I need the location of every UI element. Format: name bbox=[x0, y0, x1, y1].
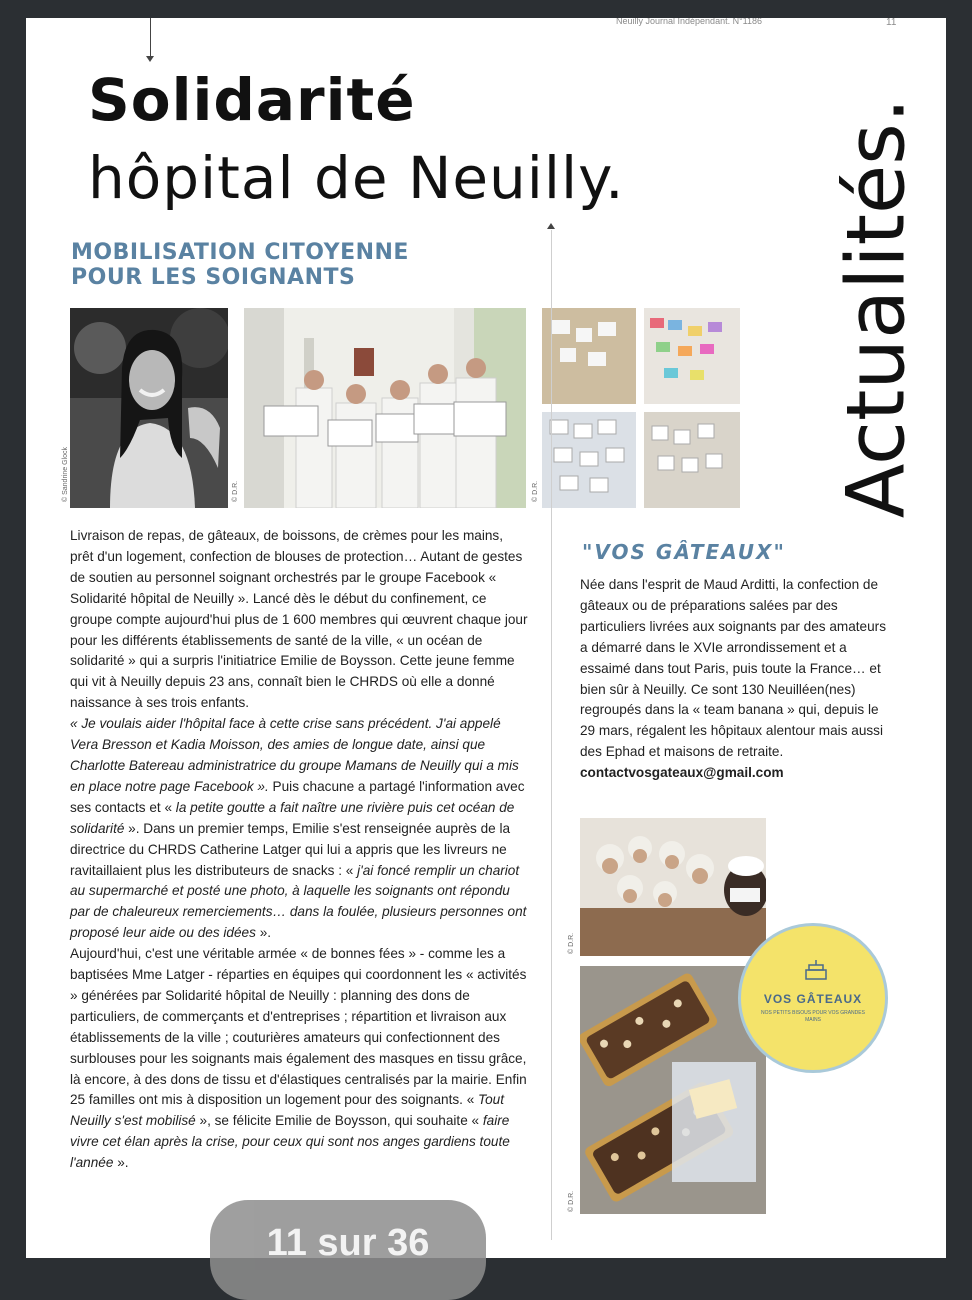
cards-collage bbox=[540, 308, 742, 508]
sidebar-text: Née dans l'esprit de Maud Arditti, la confection de gâteaux ou de préparations salées par des particuliers livrées aux soignants par des amateurs a démarré dans le XVIe arrondissement et a essaimé dans tout Paris, puis toute la France… et bien sûr à Neuilly. Ce sont 130 Neuilléen(nes) regroupés dans la « team banana » qui, depuis le 29 mars, régalent les hôpitaux alentour mais aussi des Ephad et maisons de retraite. bbox=[580, 577, 887, 760]
team-photo bbox=[244, 308, 526, 508]
portrait-photo bbox=[70, 308, 228, 508]
portrait-credit: © Sandrine Glock bbox=[62, 447, 69, 502]
article-paragraph bbox=[70, 526, 528, 714]
running-head: Neuilly Journal Indépendant. N°1186 bbox=[616, 18, 763, 26]
column-divider bbox=[551, 230, 552, 1240]
subtitle-line1: MOBILISATION CITOYENNE bbox=[71, 240, 409, 265]
quote-text: la petite goutte a fait naître une rivière puis cet océan de solidarité bbox=[70, 799, 515, 836]
page-indicator[interactable] bbox=[210, 1200, 486, 1300]
quote-text: j'ai foncé remplir un chariot au supermarché et posté une photo, à laquelle les soignants ont répondu par de chaleureux remerciements… dans la foulée, plusieurs personnes ont proposé leur aide ou des idées bbox=[70, 862, 527, 941]
team-credit: © D.R. bbox=[232, 480, 239, 502]
body-text-run: ». Dans un premier temps, Emilie s'est renseignée auprès de la directrice du CHRDS Catherine Latger qui lui a appris que les livreurs ne ravitaillaient plus les distributeurs de snacks : « bbox=[70, 820, 511, 878]
body-text-run: ». bbox=[255, 925, 272, 941]
cake-icon bbox=[803, 960, 829, 980]
article-title-line1: Solidarité bbox=[88, 66, 416, 134]
subtitle-line2: POUR LES SOIGNANTS bbox=[71, 265, 356, 290]
badge-subtitle: NOS PETITS BISOUS POUR VOS GRANDES MAINS bbox=[761, 1010, 865, 1023]
body-text-run: », se félicite Emilie de Boysson, qui souhaite « bbox=[195, 1113, 483, 1129]
body-text-run: Aujourd'hui, c'est une véritable armée « de bonnes fées » - comme les a baptisées Mme Latger - réparties en équipes qui coordonnent les « activités » générées par Solidarité hôpital de Neuilly : planning des dons de particuliers, de commerçants et d'entreprises ; répartition et livraison aux établissements de la ville ; couturières amateurs qui confectionnent des surblouses pour les soignants mais également des masques en tissu grâce, là encore, à des dons de tissu et d'élastiques centralisés par la mairie. Enfin 25 familles ont mis à disposition un logement pour des soignants. « bbox=[70, 946, 527, 1108]
body-text-run: Puis chacune a partagé l'information avec ses contacts et « bbox=[70, 778, 525, 815]
sidebar-title: "VOS GÂTEAUX" bbox=[582, 540, 786, 564]
sidebar-email[interactable]: contactvosgateaux@gmail.com bbox=[580, 765, 784, 781]
article-subtitle bbox=[71, 240, 409, 290]
arrow-down-icon bbox=[146, 56, 154, 62]
article-paragraph bbox=[70, 944, 528, 1174]
article-body bbox=[70, 526, 528, 1174]
page-indicator-text: 11 sur 36 bbox=[266, 1222, 430, 1264]
arrow-up-icon bbox=[547, 223, 555, 229]
cards-credit: © D.R. bbox=[532, 480, 539, 502]
article-title-line2: hôpital de Neuilly. bbox=[88, 144, 625, 212]
body-text-run: ». bbox=[113, 1155, 129, 1171]
sidebar-body bbox=[580, 575, 890, 784]
article-paragraph bbox=[70, 714, 528, 944]
magazine-page bbox=[26, 18, 946, 1258]
section-label-text: Actualités. bbox=[829, 97, 923, 519]
quote-text: « Je voulais aider l'hôpital face à cette crise sans précédent. J'ai appelé Vera Bresson et Kadia Moisson, des amies de longue date, ainsi que Charlotte Batereau administratrice du groupe Mamans de Neuilly qui a mis en place notre page Facebook ». bbox=[70, 716, 519, 794]
vos-gateaux-badge bbox=[738, 923, 888, 1073]
body-text-run: Livraison de repas, de gâteaux, de boissons, de crèmes pour les mains, prêt d'un logement, confection de blouses de protection… Autant de gestes de soutien au personnel soignant orchestrés par le groupe Facebook « Solidarité hôpital de Neuilly ». Lancé dès le début du confinement, ce groupe compte aujourd'hui plus de 1 600 membres qui œuvrent chaque jour pour les différents établissements de santé de la ville, « un océan de solidarité » qui a surpris l'initiatrice Emilie de Boysson. Cette jeune femme qui vit à Neuilly depuis 23 ans, connaît bien le CHRDS où elle a donné naissance à ses trois enfants. bbox=[70, 528, 528, 711]
quote-text: faire vivre cet élan après la crise, pour ceux qui sont nos anges gardiens toute l'année bbox=[70, 1113, 510, 1171]
badge-title: VOS GÂTEAUX bbox=[763, 992, 863, 1006]
quote-text: Tout Neuilly s'est mobilisé bbox=[70, 1092, 504, 1129]
bakers-credit: © D.R. bbox=[568, 932, 575, 954]
bakers-photo bbox=[580, 818, 766, 956]
section-label bbox=[826, 58, 926, 558]
page-number: 11 bbox=[886, 18, 897, 28]
cakes-credit: © D.R. bbox=[568, 1190, 575, 1212]
arrow-line-top bbox=[150, 18, 151, 56]
